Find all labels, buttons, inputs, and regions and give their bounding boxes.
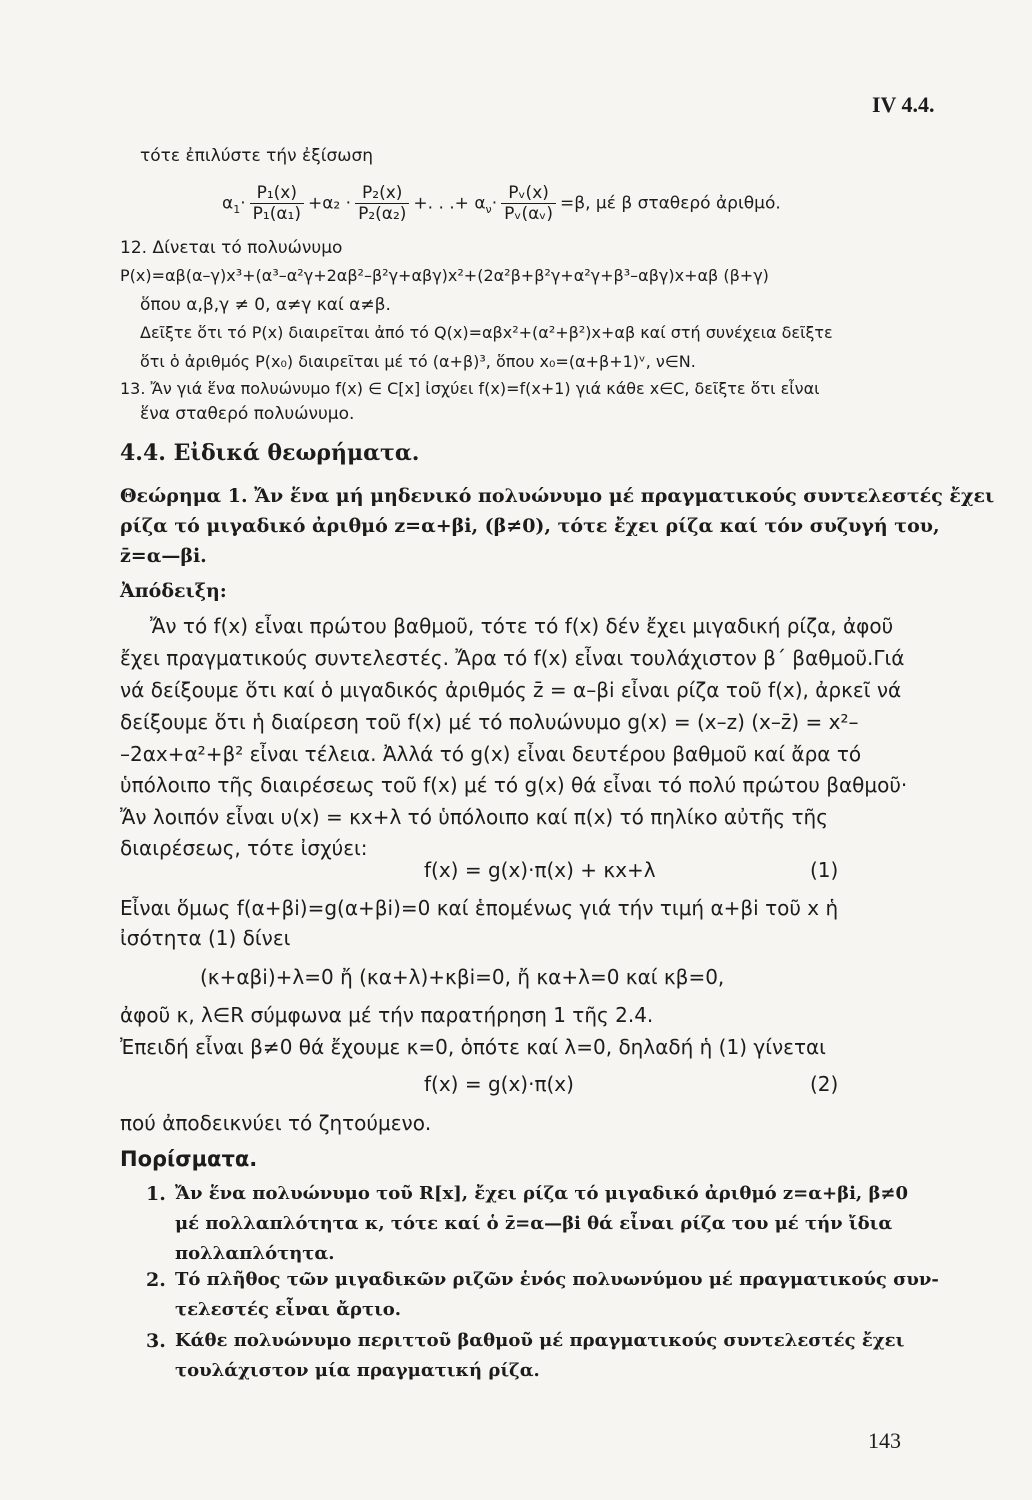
term-dots: +. . .+ α xyxy=(413,193,486,214)
corollary-3-number: 3. xyxy=(146,1330,166,1352)
corollary-2-number: 2. xyxy=(146,1269,166,1291)
theorem-line2: ρίζα τό μιγαδικό ἀριθμό z=α+βi, (β≠0), τότε ἔχει ρίζα καί τόν συζυγή του, xyxy=(120,515,940,537)
proof-conclusion: πού ἀποδεικνύει τό ζητούμενο. xyxy=(120,1111,432,1135)
term-a2: +α₂ · xyxy=(307,193,352,214)
proof-line-7: Ἄν λοιπόν εἶναι υ(x) = κx+λ τό ὑπόλοιπο καί π(x) τό πηλίκο αὐτῆς τῆς xyxy=(120,805,828,829)
exercise-12-line5: ὅτι ὁ ἀριθμός P(x₀) διαιρεῖται μέ τό (α+β)³, ὅπου x₀=(α+β+1)ᵛ, ν∈N. xyxy=(140,352,696,371)
proof-line-12: Ἐπειδή εἶναι β≠0 θά ἔχουμε κ=0, ὁπότε καί λ=0, δηλαδή ἡ (1) γίνεται xyxy=(120,1035,826,1059)
equation-1-number: (1) xyxy=(810,858,839,882)
proof-line-9: Εἶναι ὅμως f(α+βi)=g(α+βi)=0 καί ἑπομένως γιά τήν τιμή α+βi τοῦ x ἡ xyxy=(120,896,839,920)
proof-line-3: νά δείξουμε ὅτι καί ὁ μιγαδικός ἀριθμός z̄ = α–βi εἶναι ρίζα τοῦ f(x), ἀρκεῖ νά xyxy=(120,678,902,702)
fraction-1: $\frac{\text{P₁(x)}}{\text{P₁(α₁)}}$ xyxy=(250,183,304,224)
proof-line-6: ὑπόλοιπο τῆς διαιρέσεως τοῦ f(x) μέ τό g(x) θά εἶναι τό πολύ πρώτου βαθμοῦ· xyxy=(120,773,908,797)
section-title: 4.4. Εἰδικά θεωρήματα. xyxy=(120,440,420,466)
equation-2-number: (2) xyxy=(810,1072,839,1096)
exercise-12-polynomial: P(x)=αβ(α–γ)x³+(α³–α²γ+2αβ²–β²γ+αβγ)x²+(2α²β+β²γ+α²γ+β³–αβγ)x+αβ (β+γ) xyxy=(120,266,769,285)
corollary-2-line1: Τό πλῆθος τῶν μιγαδικῶν ριζῶν ἑνός πολυωνύμου μέ πραγματικούς συν- xyxy=(175,1269,939,1290)
corollary-3-line2: τουλάχιστον μία πραγματική ρίζα. xyxy=(175,1360,540,1381)
exercise-12-line3: ὅπου α,β,γ ≠ 0, α≠γ καί α≠β. xyxy=(140,295,391,315)
proof-line-4: δείξουμε ὅτι ἡ διαίρεση τοῦ f(x) μέ τό πολυώνυμο g(x) = (x–z) (x–z̄) = x²– xyxy=(120,710,859,734)
intro-line: τότε ἐπιλύστε τήν ἐξίσωση xyxy=(140,146,374,166)
equation-fractions: $\alpha_1\cdot$ $\frac{\text{P₁(x)}}{\text{P₁(α₁)}}$ +α₂ · $\frac{\text{P₂(x)}}{\text{P₂(α₂)}}$ +. . .+ $\alpha_\nu\cdot$ $\frac{\text{Pᵥ(x)}}{\text{Pᵥ(αᵥ)}}$ =β, μέ β σταθερό ἀριθμό. xyxy=(222,183,781,224)
equation-1: f(x) = g(x)·π(x) + κx+λ xyxy=(424,858,656,882)
corollary-3-line1: Κάθε πολυώνυμο περιττοῦ βαθμοῦ μέ πραγματικούς συντελεστές ἔχει xyxy=(175,1330,905,1351)
section-reference: IV 4.4. xyxy=(872,92,935,117)
exercise-13-line1: 13. Ἄν γιά ἕνα πολυώνυμο f(x) ∈ C[x] ἰσχύει f(x)=f(x+1) γιά κάθε x∈C, δεῖξτε ὅτι εἶναι xyxy=(120,379,820,398)
proof-heading: Ἀπόδειξη: xyxy=(120,580,227,602)
corollary-1-line3: πολλαπλότητα. xyxy=(175,1243,335,1264)
proof-line-5: –2αx+α²+β² εἶναι τέλεια. Ἀλλά τό g(x) εἶναι δευτέρου βαθμοῦ καί ἄρα τό xyxy=(120,742,862,766)
theorem-line1: Θεώρημα 1. Ἄν ἕνα μή μηδενικό πολυώνυμο μέ πραγματικούς συντελεστές ἔχει xyxy=(120,485,995,507)
equation-2: f(x) = g(x)·π(x) xyxy=(424,1072,574,1096)
page-number: 143 xyxy=(868,1428,901,1453)
fraction-v: $\frac{\text{Pᵥ(x)}}{\text{Pᵥ(αᵥ)}}$ xyxy=(501,183,556,224)
proof-line-1: Ἄν τό f(x) εἶναι πρώτου βαθμοῦ, τότε τό f(x) δέν ἔχει μιγαδική ρίζα, ἀφοῦ xyxy=(150,614,894,638)
proof-line-2: ἔχει πραγματικούς συντελεστές. Ἄρα τό f(x) εἶναι τουλάχιστον β΄ βαθμοῦ.Γιά xyxy=(120,646,905,670)
corollary-1-line1: Ἄν ἕνα πολυώνυμο τοῦ R[x], ἔχει ρίζα τό μιγαδικό ἀριθμό z=α+βi, β≠0 xyxy=(175,1183,909,1204)
equation-middle: (κ+αβi)+λ=0 ἤ (κα+λ)+κβi=0, ἤ κα+λ=0 καί κβ=0, xyxy=(200,965,725,989)
corollary-2-line2: τελεστές εἶναι ἄρτιο. xyxy=(175,1299,402,1320)
proof-line-11: ἀφοῦ κ, λ∈R σύμφωνα μέ τήν παρατήρηση 1 τῆς 2.4. xyxy=(120,1003,654,1027)
equation-tail: =β, μέ β σταθερό ἀριθμό. xyxy=(560,193,781,214)
coef-a1: α xyxy=(222,193,234,214)
exercise-12-line4: Δεῖξτε ὅτι τό P(x) διαιρεῖται ἀπό τό Q(x)=αβx²+(α²+β²)x+αβ καί στή συνέχεια δεῖξτε xyxy=(140,323,833,342)
proof-line-8: διαιρέσεως, τότε ἰσχύει: xyxy=(120,836,368,860)
fraction-2: $\frac{\text{P₂(x)}}{\text{P₂(α₂)}}$ xyxy=(355,183,409,224)
exercise-13-line2: ἕνα σταθερό πολυώνυμο. xyxy=(140,404,355,424)
exercise-12-line1: 12. Δίνεται τό πολυώνυμο xyxy=(120,238,343,258)
proof-line-10: ἰσότητα (1) δίνει xyxy=(120,926,291,950)
corollary-1-line2: μέ πολλαπλότητα κ, τότε καί ὁ z̄=α—βi θά εἶναι ρίζα του μέ τήν ἴδια xyxy=(175,1213,893,1234)
theorem-line3: z̄=α—βi. xyxy=(120,545,207,567)
corollary-1-number: 1. xyxy=(146,1183,166,1205)
corollaries-heading: Πορίσματα. xyxy=(120,1147,258,1171)
